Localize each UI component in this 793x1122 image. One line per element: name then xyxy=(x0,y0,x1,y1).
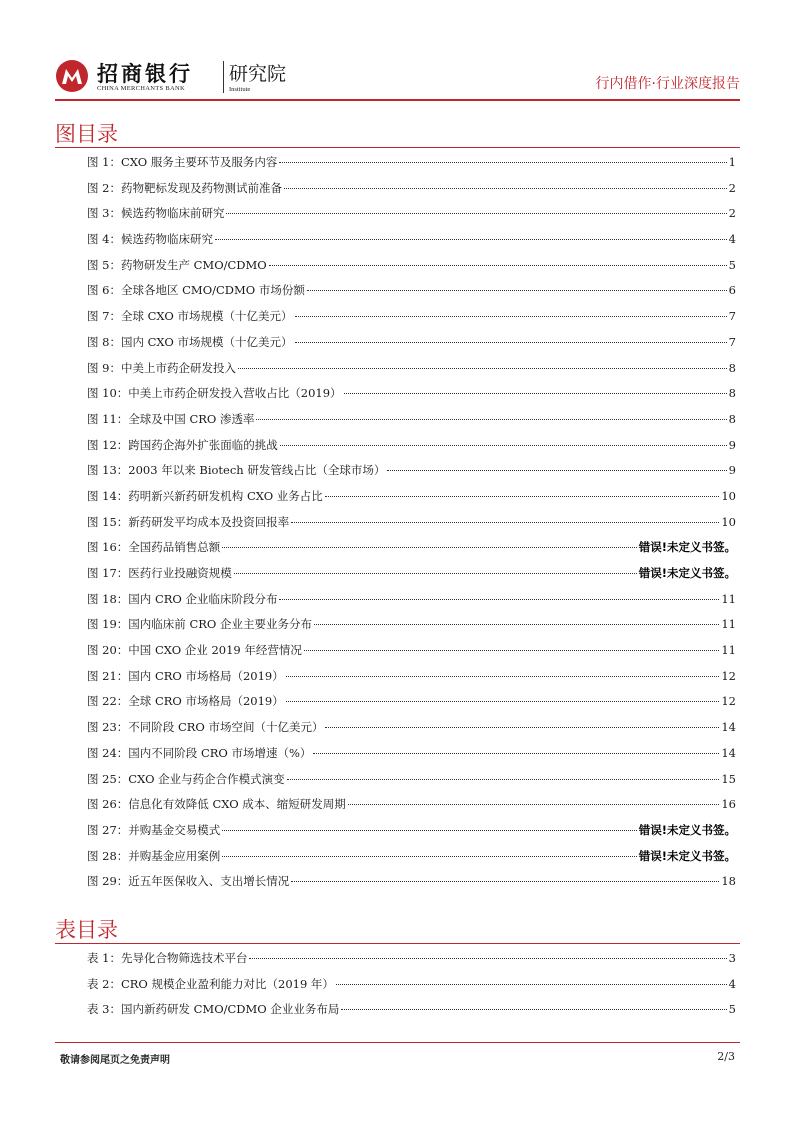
toc-leader-dots xyxy=(336,984,727,985)
toc-entry-page: 7 xyxy=(728,309,736,324)
logo-divider xyxy=(223,61,224,93)
toc-leader-dots xyxy=(269,265,727,266)
toc-entry[interactable] xyxy=(87,997,736,1023)
figures-section-divider xyxy=(55,147,740,148)
toc-entry[interactable] xyxy=(87,304,736,330)
toc-leader-dots xyxy=(256,419,726,420)
toc-leader-dots xyxy=(222,856,636,857)
toc-leader-dots xyxy=(222,830,636,831)
toc-entry-label: 图 16：全国药品销售总额 xyxy=(87,540,221,555)
bank-name-en: CHINA MERCHANTS BANK xyxy=(97,85,185,92)
footer-divider xyxy=(55,1042,740,1043)
toc-entry-label: 图 18：国内 CRO 企业临床阶段分布 xyxy=(87,591,278,606)
toc-entry-label: 图 28：并购基金应用案例 xyxy=(87,848,221,863)
toc-leader-dots xyxy=(313,753,719,754)
toc-entry-page: 2 xyxy=(728,206,736,221)
toc-entry-page: 4 xyxy=(728,232,736,247)
toc-leader-dots xyxy=(287,779,720,780)
toc-entry-page: 10 xyxy=(721,488,736,503)
toc-entry-page: 3 xyxy=(728,951,736,965)
toc-entry-page: 7 xyxy=(728,334,736,349)
toc-entry[interactable] xyxy=(87,278,736,304)
toc-leader-dots xyxy=(286,701,720,702)
toc-entry-page: 16 xyxy=(721,797,736,812)
toc-entry-label: 图 2：药物靶标发现及药物测试前准备 xyxy=(87,180,282,195)
toc-entry-page: 14 xyxy=(721,745,736,760)
footer-disclaimer: 敬请参阅尾页之免责声明 xyxy=(60,1055,170,1066)
toc-entry-label: 图 23：不同阶段 CRO 市场空间（十亿美元） xyxy=(87,720,324,735)
toc-entry-page: 错误!未定义书签。 xyxy=(638,848,736,863)
toc-entry-label: 表 1：先导化合物筛选技术平台 xyxy=(87,951,248,965)
tables-toc-list xyxy=(87,946,736,1023)
toc-leader-dots xyxy=(286,676,720,677)
toc-leader-dots xyxy=(387,470,726,471)
toc-leader-dots xyxy=(348,804,720,805)
toc-entry-page: 14 xyxy=(721,720,736,735)
toc-leader-dots xyxy=(291,881,719,882)
toc-entry[interactable] xyxy=(87,253,736,279)
toc-entry-label: 图 1：CXO 服务主要环节及服务内容 xyxy=(87,155,278,169)
toc-leader-dots xyxy=(234,573,637,574)
toc-entry-page: 5 xyxy=(728,257,736,272)
toc-entry-label: 图 4：候选药物临床研究 xyxy=(87,232,213,247)
toc-entry[interactable] xyxy=(87,227,736,253)
toc-entry-page: 8 xyxy=(728,360,736,375)
toc-entry-label: 表 3：国内新药研发 CMO/CDMO 企业业务布局 xyxy=(87,1002,340,1017)
toc-entry[interactable] xyxy=(87,561,736,587)
toc-entry-label: 图 10：中美上市药企研发投入营收占比（2019） xyxy=(87,386,342,401)
toc-entry[interactable] xyxy=(87,330,736,356)
toc-entry-label: 图 6：全球各地区 CMO/CDMO 市场份额 xyxy=(87,283,305,298)
toc-leader-dots xyxy=(226,213,726,214)
toc-entry-page: 8 xyxy=(728,411,736,426)
toc-entry-label: 表 2：CRO 规模企业盈利能力对比（2019 年） xyxy=(87,976,334,991)
toc-entry[interactable] xyxy=(87,407,736,433)
toc-entry[interactable] xyxy=(87,638,736,664)
toc-entry-page: 错误!未定义书签。 xyxy=(638,566,736,580)
toc-entry-page: 错误!未定义书签。 xyxy=(638,822,736,837)
toc-leader-dots xyxy=(325,496,720,497)
toc-entry-page: 2 xyxy=(728,180,736,195)
toc-entry-label: 图 12：跨国药企海外扩张面临的挑战 xyxy=(87,437,278,452)
toc-leader-dots xyxy=(344,393,727,394)
toc-entry[interactable] xyxy=(87,433,736,459)
toc-entry[interactable] xyxy=(87,972,736,998)
toc-entry-label: 图 20：中国 CXO 企业 2019 年经营情况 xyxy=(87,643,302,658)
toc-leader-dots xyxy=(279,599,719,600)
toc-entry[interactable] xyxy=(87,484,736,510)
page-number: 2/3 xyxy=(717,1050,735,1063)
toc-entry[interactable] xyxy=(87,767,736,793)
page-header xyxy=(55,57,740,97)
toc-leader-dots xyxy=(222,547,636,548)
institute-name-en: Institute xyxy=(229,86,251,93)
toc-leader-dots xyxy=(215,239,727,240)
toc-entry[interactable] xyxy=(87,458,736,484)
figures-toc-list xyxy=(87,150,736,895)
toc-entry[interactable] xyxy=(87,792,736,818)
toc-entry[interactable] xyxy=(87,176,736,202)
toc-entry-label: 图 21：国内 CRO 市场格局（2019） xyxy=(87,668,284,683)
toc-entry-page: 5 xyxy=(728,1002,736,1017)
toc-entry[interactable] xyxy=(87,510,736,536)
toc-leader-dots xyxy=(249,958,726,959)
toc-leader-dots xyxy=(284,188,727,189)
toc-entry-page: 12 xyxy=(721,694,736,709)
toc-leader-dots xyxy=(295,316,727,317)
toc-entry[interactable] xyxy=(87,201,736,227)
toc-leader-dots xyxy=(314,624,719,625)
toc-entry-label: 图 5：药物研发生产 CMO/CDMO xyxy=(87,257,267,272)
toc-entry-label: 图 13：2003 年以来 Biotech 研发管线占比（全球市场） xyxy=(87,463,386,478)
toc-entry-page: 11 xyxy=(721,643,736,658)
toc-entry-label: 图 27：并购基金交易模式 xyxy=(87,822,221,837)
toc-entry-page: 1 xyxy=(728,155,736,169)
toc-entry-page: 9 xyxy=(728,437,736,452)
toc-entry-label: 图 29：近五年医保收入、支出增长情况 xyxy=(87,874,290,889)
toc-entry[interactable] xyxy=(87,818,736,844)
toc-entry[interactable] xyxy=(87,150,736,176)
cmb-logo-icon xyxy=(55,59,89,93)
toc-entry[interactable] xyxy=(87,946,736,972)
toc-entry-label: 图 8：国内 CXO 市场规模（十亿美元） xyxy=(87,334,293,349)
toc-entry[interactable] xyxy=(87,869,736,895)
figures-section-title: 图目录 xyxy=(55,122,118,146)
report-type: 行内借作·行业深度报告 xyxy=(595,76,740,92)
toc-entry-label: 图 9：中美上市药企研发投入 xyxy=(87,360,236,375)
institute-name-cn: 研究院 xyxy=(229,63,287,85)
toc-entry-label: 图 7：全球 CXO 市场规模（十亿美元） xyxy=(87,309,293,324)
header-divider xyxy=(55,99,740,101)
toc-entry-label: 图 11：全球及中国 CRO 渗透率 xyxy=(87,411,255,426)
toc-entry-label: 图 17：医药行业投融资规模 xyxy=(87,566,232,580)
toc-entry[interactable] xyxy=(87,612,736,638)
toc-entry[interactable] xyxy=(87,587,736,613)
toc-entry-page: 4 xyxy=(728,976,736,991)
toc-entry[interactable] xyxy=(87,664,736,690)
toc-leader-dots xyxy=(304,650,719,651)
toc-entry[interactable] xyxy=(87,741,736,767)
toc-entry[interactable] xyxy=(87,535,736,561)
toc-entry[interactable] xyxy=(87,844,736,870)
toc-leader-dots xyxy=(291,522,719,523)
tables-section-title: 表目录 xyxy=(55,918,118,942)
toc-leader-dots xyxy=(238,368,727,369)
toc-entry-page: 11 xyxy=(721,617,736,632)
toc-entry-label: 图 26：信息化有效降低 CXO 成本、缩短研发周期 xyxy=(87,797,346,812)
toc-entry-page: 12 xyxy=(721,668,736,683)
toc-entry-label: 图 3：候选药物临床前研究 xyxy=(87,206,225,221)
toc-entry-label: 图 25：CXO 企业与药企合作模式演变 xyxy=(87,771,285,786)
toc-leader-dots xyxy=(279,162,726,163)
toc-entry-page: 10 xyxy=(721,514,736,529)
toc-leader-dots xyxy=(341,1009,726,1010)
bank-name-cn: 招商银行 xyxy=(97,62,193,86)
toc-leader-dots xyxy=(295,342,727,343)
toc-entry-page: 错误!未定义书签。 xyxy=(638,540,736,555)
toc-entry[interactable] xyxy=(87,356,736,382)
toc-entry-page: 15 xyxy=(721,771,736,786)
toc-leader-dots xyxy=(307,290,727,291)
toc-entry-page: 8 xyxy=(728,386,736,401)
toc-entry[interactable] xyxy=(87,715,736,741)
toc-entry-page: 18 xyxy=(721,874,736,889)
toc-entry-label: 图 22：全球 CRO 市场格局（2019） xyxy=(87,694,284,709)
toc-entry-label: 图 14：药明新兴新药研发机构 CXO 业务占比 xyxy=(87,488,323,503)
toc-entry-page: 9 xyxy=(728,463,736,478)
toc-entry[interactable] xyxy=(87,381,736,407)
toc-entry[interactable] xyxy=(87,689,736,715)
toc-leader-dots xyxy=(280,445,727,446)
toc-entry-page: 11 xyxy=(721,591,736,606)
toc-entry-label: 图 24：国内不同阶段 CRO 市场增速（%） xyxy=(87,745,312,760)
toc-leader-dots xyxy=(325,727,719,728)
toc-entry-label: 图 15：新药研发平均成本及投资回报率 xyxy=(87,514,290,529)
toc-entry-page: 6 xyxy=(728,283,736,298)
toc-entry-label: 图 19：国内临床前 CRO 企业主要业务分布 xyxy=(87,617,312,632)
tables-section-divider xyxy=(55,943,740,944)
